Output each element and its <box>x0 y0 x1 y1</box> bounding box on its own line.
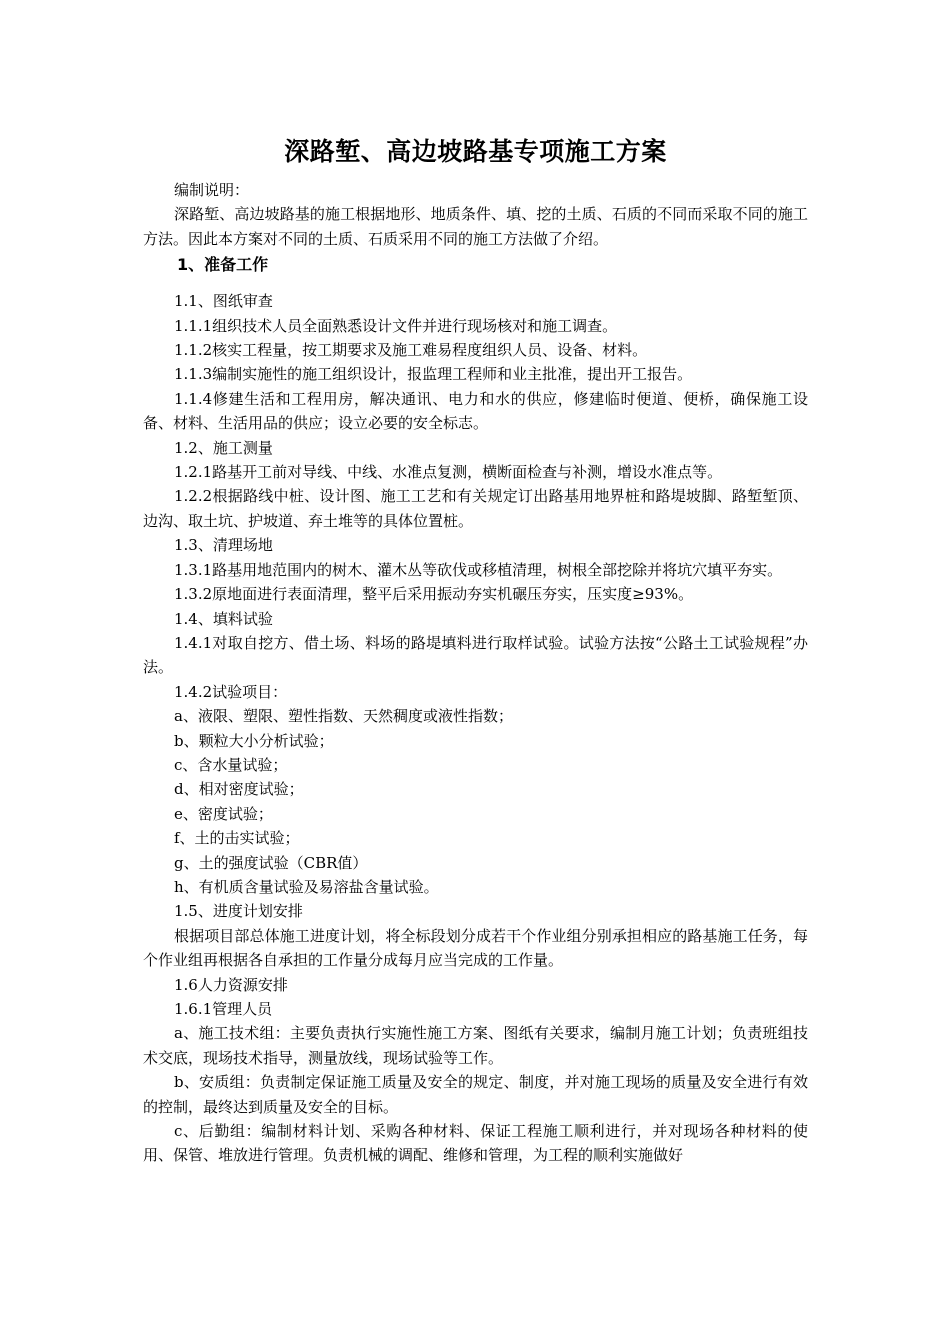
paragraph: 1.4.1对取自挖方、借土场、料场的路堤填料进行取样试验。试验方法按“公路土工试验规程”办法。 <box>143 633 808 677</box>
document-body <box>143 134 808 1168</box>
list-item: c、含水量试验； <box>174 755 288 774</box>
list-item: a、液限、塑限、塑性指数、天然稠度或液性指数； <box>174 707 513 726</box>
paragraph: 1.2、施工测量 <box>174 438 273 457</box>
list-item: d、相对密度试验； <box>174 780 304 799</box>
intro-text: 深路堑、高边坡路基的施工根据地形、地质条件、填、挖的土质、石质的不同而采取不同的施工方法。因此本方案对不同的土质、石质采用不同的施工方法做了介绍。 <box>143 205 808 248</box>
paragraph: 1.6人力资源安排 <box>174 975 288 994</box>
paragraph: 1.4、填料试验 <box>174 609 273 628</box>
paragraph: 1.3.2原地面进行表面清理，整平后采用振动夯实机碾压夯实，压实度≥93%。 <box>174 585 694 604</box>
paragraph: 1.3.1路基用地范围内的树木、灌木丛等砍伐或移植清理，树根全部挖除并将坑穴填平夯实。 <box>174 560 783 579</box>
list-item: g、土的强度试验（CBR值） <box>174 853 368 872</box>
paragraph: 根据项目部总体施工进度计划，将全标段划分成若干个作业组分别承担相应的路基施工任务，每个作业组再根据各自承担的工作量分成每月应当完成的工作量。 <box>143 926 808 970</box>
list-item: b、安质组：负责制定保证施工质量及安全的规定、制度，并对施工现场的质量及安全进行有效的控制，最终达到质量及安全的目标。 <box>143 1073 808 1116</box>
intro-label: 编制说明： <box>174 181 250 199</box>
list-item: a、施工技术组：主要负责执行实施性施工方案、图纸有关要求，编制月施工计划；负责班组技术交底，现场技术指导，测量放线，现场试验等工作。 <box>143 1024 808 1067</box>
list-item: c、后勤组：编制材料计划、采购各种材料、保证工程施工顺利进行，并对现场各种材料的使用、保管、堆放进行管理。负责机械的调配、维修和管理，为工程的顺利实施做好 <box>143 1122 808 1165</box>
section-heading-preparation: 1、准备工作 <box>177 255 269 275</box>
list-item: f、土的击实试验； <box>174 829 300 848</box>
document-title: 深路堑、高边坡路基专项施工方案 <box>284 137 667 166</box>
list-item: e、密度试验； <box>174 804 273 823</box>
paragraph: 1.3、清理场地 <box>174 536 273 555</box>
list-item: h、有机质含量试验及易溶盐含量试验。 <box>174 877 439 896</box>
paragraph: 1.4.2试验项目： <box>174 682 288 701</box>
paragraph: 1.1.3编制实施性的施工组织设计，报监理工程师和业主批准，提出开工报告。 <box>174 365 693 384</box>
list-item: b、颗粒大小分析试验； <box>174 731 334 750</box>
paragraph: 1.1.1组织技术人员全面熟悉设计文件并进行现场核对和施工调查。 <box>174 316 618 335</box>
paragraph: 1.6.1管理人员 <box>174 1000 273 1018</box>
paragraph: 1.1.2核实工程量，按工期要求及施工难易程度组织人员、设备、材料。 <box>174 341 648 360</box>
paragraph: 1.1、图纸审查 <box>174 292 273 311</box>
paragraph: 1.2.2根据路线中桩、设计图、施工工艺和有关规定订出路基用地界桩和路堤坡脚、路堑堑顶、边沟、取土坑、护坡道、弃土堆等的具体位置桩。 <box>143 487 808 530</box>
paragraph: 1.1.4修建生活和工程用房，解决通讯、电力和水的供应，修建临时便道、便桥，确保施工设备、材料、生活用品的供应；设立必要的安全标志。 <box>143 389 808 433</box>
paragraph: 1.5、进度计划安排 <box>174 902 303 921</box>
paragraph: 1.2.1路基开工前对导线、中线、水准点复测，横断面检查与补测，增设水准点等。 <box>174 463 723 482</box>
